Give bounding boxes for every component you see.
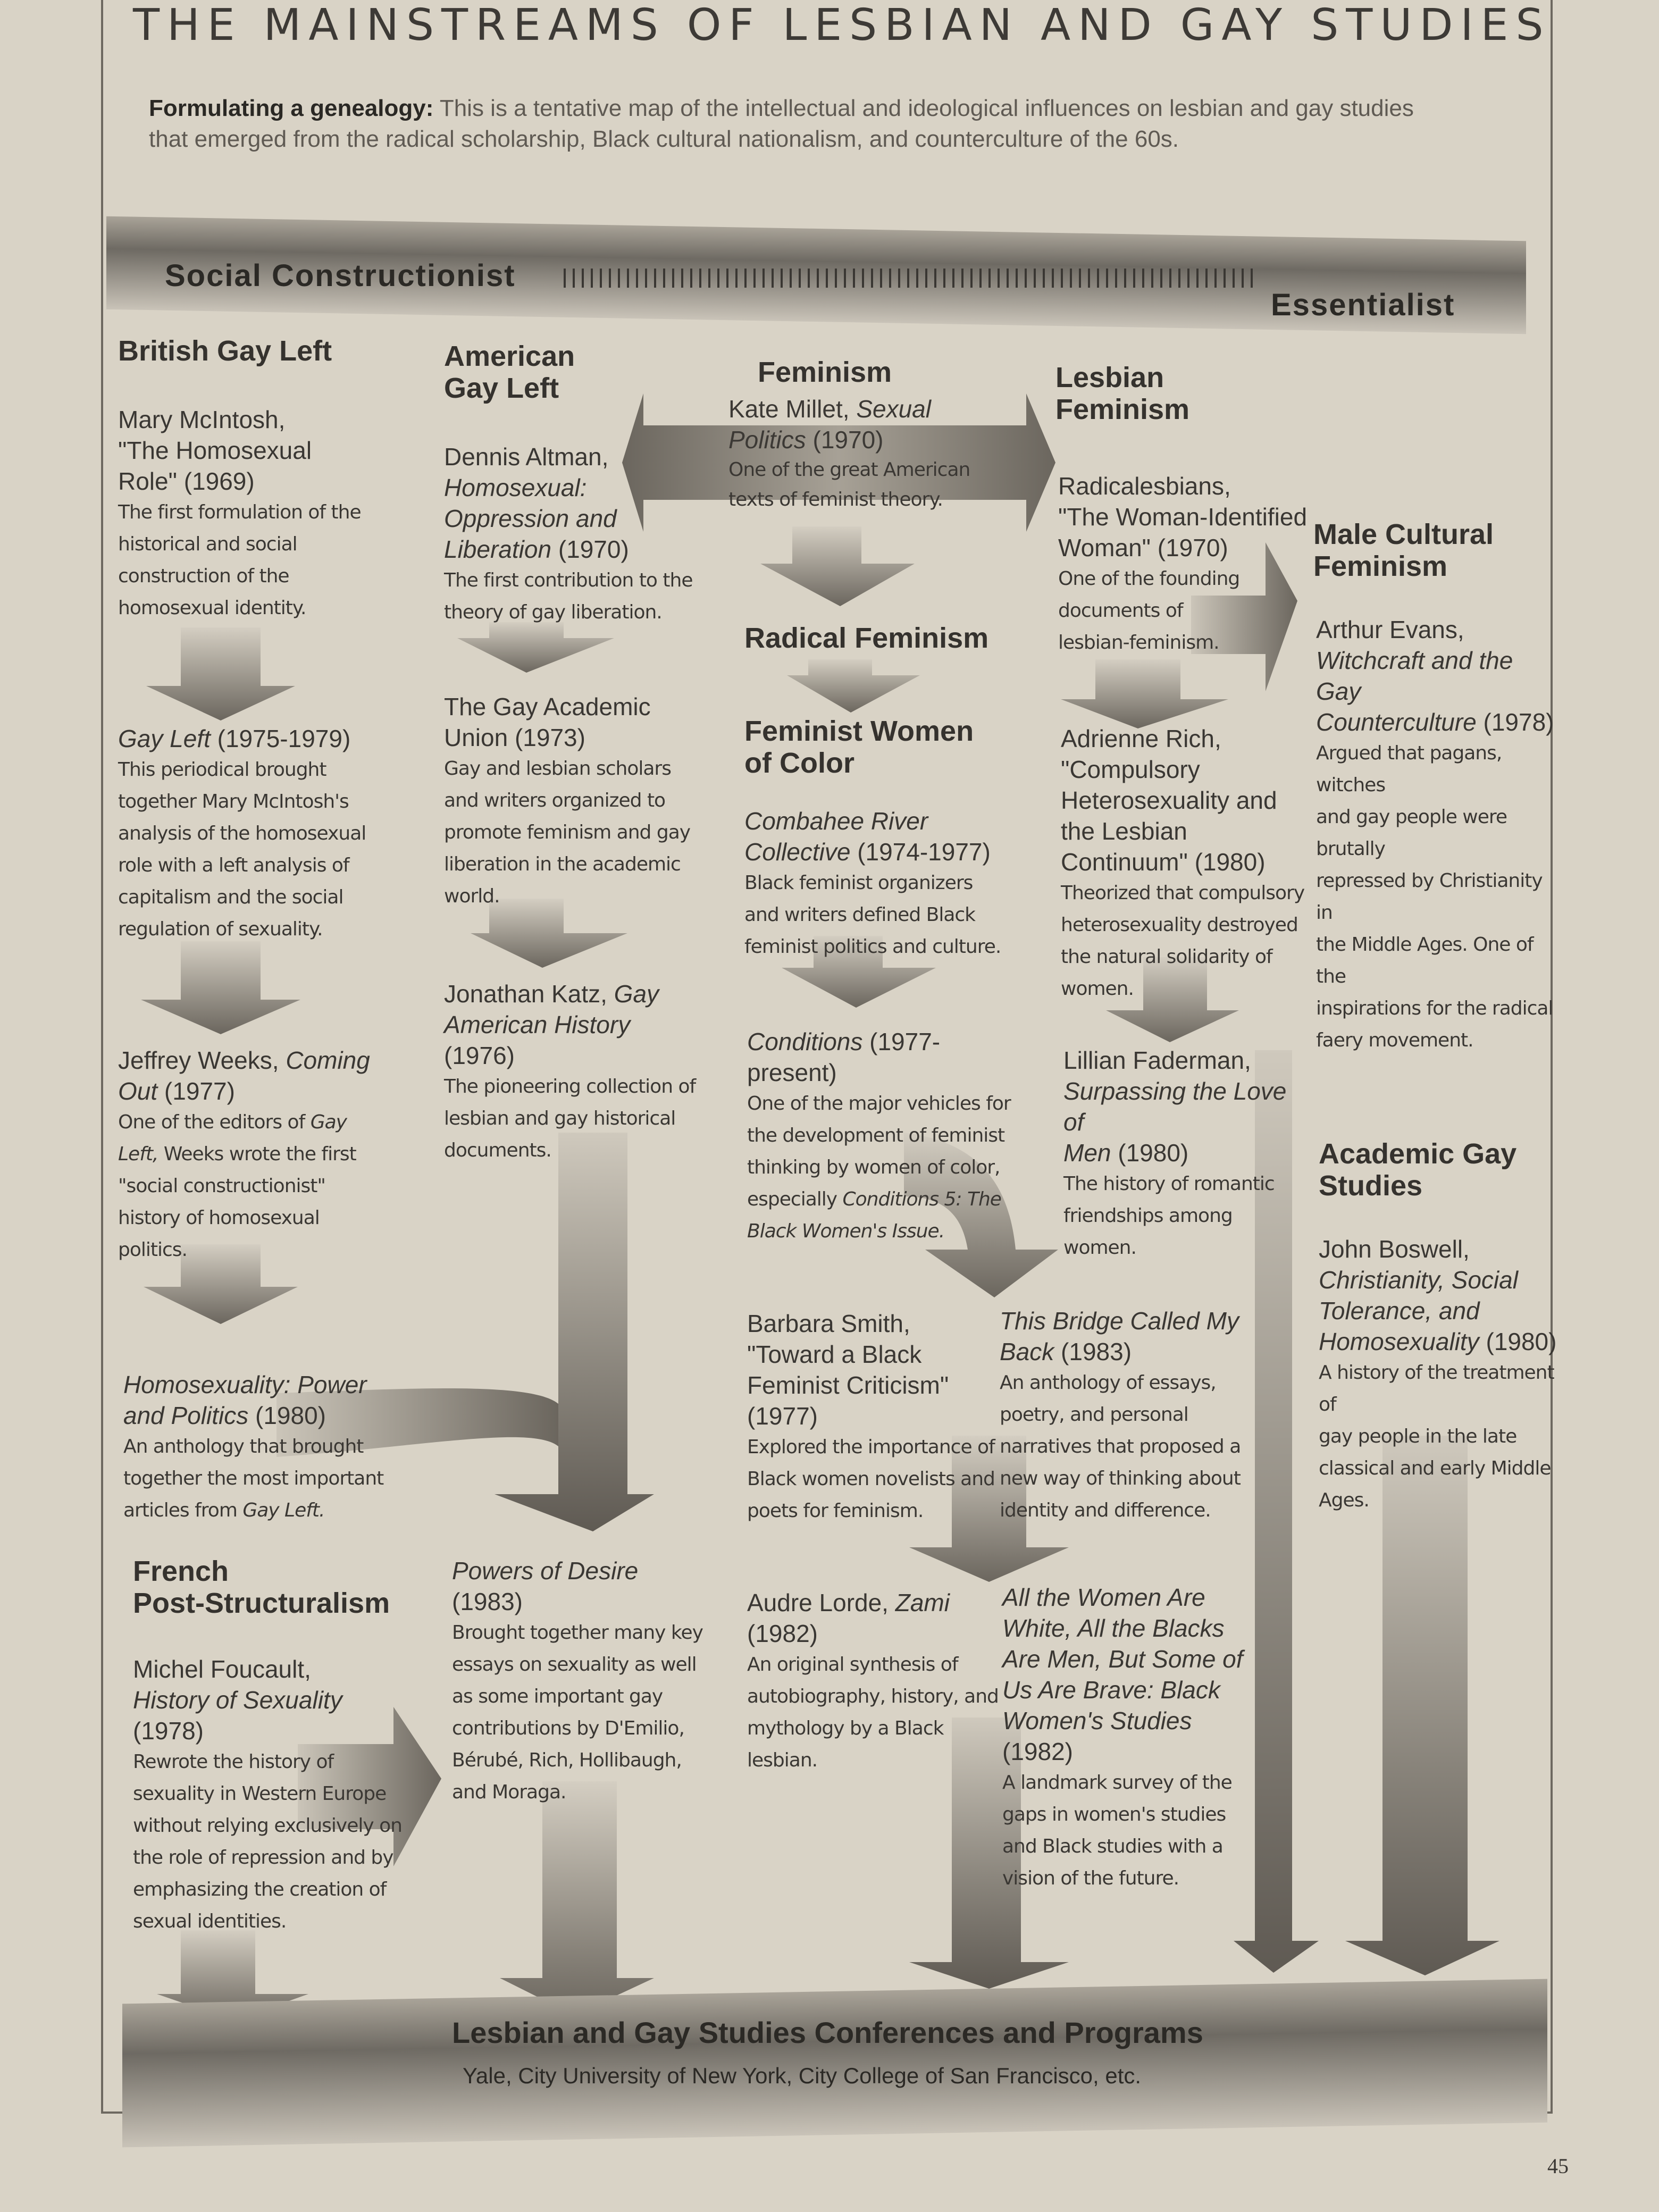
entry-title: Arthur Evans, Witchcraft and the Gay Counterculture (1978) (1316, 616, 1554, 736)
entry-desc: The history of romantic friendships among women. (1063, 1173, 1275, 1259)
entry-desc: Rewrote the history of sexuality in Western Europe without relying exclusively on the role of repression and by emphasizing the creation of sexual identities. (133, 1751, 402, 1932)
entry-desc: Explored the importance of Black women novelists and poets for feminism. (747, 1436, 995, 1522)
entry-desc: One of the founding documents of lesbian-feminism. (1058, 568, 1240, 653)
intro-paragraph (149, 93, 1510, 155)
entry-millet (728, 393, 1005, 515)
arrow-powers-to-bottom (500, 1781, 654, 2015)
entry-faderman (1063, 1045, 1308, 1264)
entry-barbara-smith (747, 1308, 1013, 1527)
entry-title: Powers of Desire (1983) (452, 1557, 639, 1615)
entry-desc: One of the great American texts of feminist theory. (728, 459, 970, 510)
arrow-altman-to-gau (457, 622, 614, 673)
entry-desc: Argued that pagans, witches and gay people were brutally repressed by Christianity in the Middle Ages. One of the inspirations for the radical faery movement. (1316, 742, 1553, 1051)
entry-desc: One of the editors of Gay Left, Weeks wrote the first "social constructionist" history of homosexual politics. (118, 1111, 356, 1261)
entry-desc: Black feminist organizers and writers defined Black feminist politics and culture. (744, 872, 1001, 958)
entry-boswell (1319, 1234, 1563, 1516)
scale-right-label: Essentialist (1271, 288, 1455, 322)
entry-title: Jeffrey Weeks, Coming Out (1977) (118, 1046, 370, 1105)
entry-title: Kate Millet, Sexual Politics (1970) (728, 395, 931, 454)
entry-title: Gay Left (1975-1979) (118, 725, 351, 752)
conferences-title: Lesbian and Gay Studies Conferences and Programs (452, 2016, 1203, 2049)
entry-title: Conditions (1977- present) (747, 1028, 941, 1086)
entry-title: Radicalesbians, "The Woman-Identified Woman" (1970) (1058, 472, 1308, 562)
entry-desc: An anthology that brought together the most important articles from Gay Left. (123, 1436, 384, 1521)
entry-radicalesbians (1058, 471, 1313, 659)
entry-all-the-women (1002, 1582, 1247, 1895)
entry-title: Barbara Smith, "Toward a Black Feminist Criticism" (1977) (747, 1310, 949, 1430)
entry-arthur-evans (1316, 614, 1561, 1057)
arrow-feminism-to-radical (760, 526, 915, 606)
entry-title: Dennis Altman, Homosexual: Oppression and Liberation (1970) (444, 443, 629, 563)
heading-academic-gay-studies: Academic Gay Studies (1319, 1138, 1517, 1202)
scale-left-label: Social Constructionist (165, 258, 516, 293)
arrow-katz-to-powers (495, 1133, 654, 1531)
intro-line1: This is a tentative map of the intellectual and ideological influences on lesbian and gay studies (439, 95, 1414, 121)
entry-desc: A history of the treatment of gay people in the late classical and early Middle Ages. (1319, 1362, 1554, 1511)
entry-title: Lillian Faderman, Surpassing the Love of Men (1980) (1063, 1046, 1287, 1167)
heading-feminism: Feminism (758, 356, 892, 388)
entry-conditions (747, 1026, 1024, 1247)
entry-foucault (133, 1654, 431, 1938)
entry-powers-of-desire (452, 1555, 707, 1808)
heading-american-gay-left: American Gay Left (444, 340, 575, 404)
entry-desc: The first contribution to the theory of gay liberation. (444, 569, 693, 623)
heading-british-gay-left: British Gay Left (118, 335, 332, 367)
entry-weeks (118, 1045, 395, 1266)
entry-desc: An anthology of essays, poetry, and personal narratives that proposed a new way of thinking about identity and difference. (1000, 1372, 1241, 1521)
arrow-radical-to-woc (787, 659, 920, 713)
entry-combahee (744, 806, 1021, 963)
entry-desc: Gay and lesbian scholars and writers organized to promote feminism and gay liberation in the academic world. (444, 758, 691, 907)
entry-title: Homosexuality: Power and Politics (1980) (123, 1371, 367, 1429)
heading-lesbian-feminism: Lesbian Feminism (1055, 362, 1190, 425)
entry-title: John Boswell, Christianity, Social Tolerance, and Homosexuality (1980) (1319, 1235, 1557, 1355)
entry-title: Michel Foucault, History of Sexuality (1978) (133, 1655, 342, 1745)
entry-audre-lorde (747, 1587, 1013, 1777)
conferences-subtitle: Yale, City University of New York, City College of San Francisco, etc. (463, 2063, 1142, 2088)
entry-title: Mary McIntosh, "The Homosexual Role" (1969) (118, 406, 312, 495)
entry-desc: This periodical brought together Mary McIntosh's analysis of the homosexual role with a left analysis of capitalism and the social regulation of sexuality. (118, 759, 366, 940)
entry-title: The Gay Academic Union (1973) (444, 693, 651, 751)
page-title: THE MAINSTREAMS OF LESBIAN AND GAY STUDIES (133, 0, 1551, 51)
entry-title: Adrienne Rich, "Compulsory Heterosexuality and the Lesbian Continuum" (1980) (1061, 725, 1277, 876)
entry-adrienne-rich (1061, 723, 1305, 1005)
entry-title: Audre Lorde, Zami (1982) (747, 1589, 950, 1647)
heading-male-cultural-feminism: Male Cultural Feminism (1313, 518, 1494, 582)
entry-title: Combahee River Collective (1974-1977) (744, 807, 991, 866)
page-number: 45 (1547, 2154, 1569, 2178)
intro-line2: that emerged from the radical scholarship, Black cultural nationalism, and counterculture of the 60s. (149, 126, 1179, 152)
entry-homosexuality-power (123, 1369, 400, 1527)
entry-gay-left (118, 723, 395, 945)
entry-gay-academic-union (444, 691, 699, 912)
arrow-boswell-to-bottom (1345, 1436, 1499, 1975)
entry-title: Jonathan Katz, Gay American History (1976) (444, 980, 659, 1069)
arrow-radicalesbians-to-rich (1061, 659, 1228, 728)
entry-desc: One of the major vehicles for the development of feminist thinking by women of color, especially Conditions 5: The Black Women's Issue. (747, 1093, 1011, 1242)
entry-this-bridge (1000, 1305, 1244, 1527)
entry-desc: A landmark survey of the gaps in women's studies and Black studies with a vision of the future. (1002, 1772, 1232, 1889)
entry-desc: The pioneering collection of lesbian and gay historical documents. (444, 1076, 696, 1161)
entry-desc: An original synthesis of autobiography, history, and mythology by a Black lesbian. (747, 1654, 999, 1771)
arrow-gayleft-to-weeks (141, 941, 300, 1034)
entry-desc: Brought together many key essays on sexuality as well as some important gay contributions by D'Emilio, Bérubé, Rich, Hollibaugh, and Moraga. (452, 1622, 703, 1803)
entry-desc: The first formulation of the historical and social construction of the homosexual identity. (118, 501, 361, 619)
entry-title: This Bridge Called My Back (1983) (1000, 1307, 1239, 1365)
entry-altman (444, 441, 699, 629)
entry-mcintosh (118, 404, 395, 624)
entry-desc: Theorized that compulsory heterosexuality destroyed the natural solidarity of women. (1061, 882, 1305, 1000)
entry-katz (444, 978, 699, 1167)
entry-title: All the Women Are White, All the Blacks Are Men, But Some of Us Are Brave: Black Women's Studies (1982) (1002, 1583, 1243, 1765)
scale-ticks (564, 269, 1255, 288)
heading-feminist-women-of-color: Feminist Women of Color (744, 715, 974, 779)
intro-lead: Formulating a genealogy: (149, 95, 434, 121)
arrow-mcintosh-to-gayleft (146, 627, 295, 720)
heading-radical-feminism: Radical Feminism (744, 622, 989, 654)
heading-french-post-structuralism: French Post-Structuralism (133, 1555, 390, 1619)
